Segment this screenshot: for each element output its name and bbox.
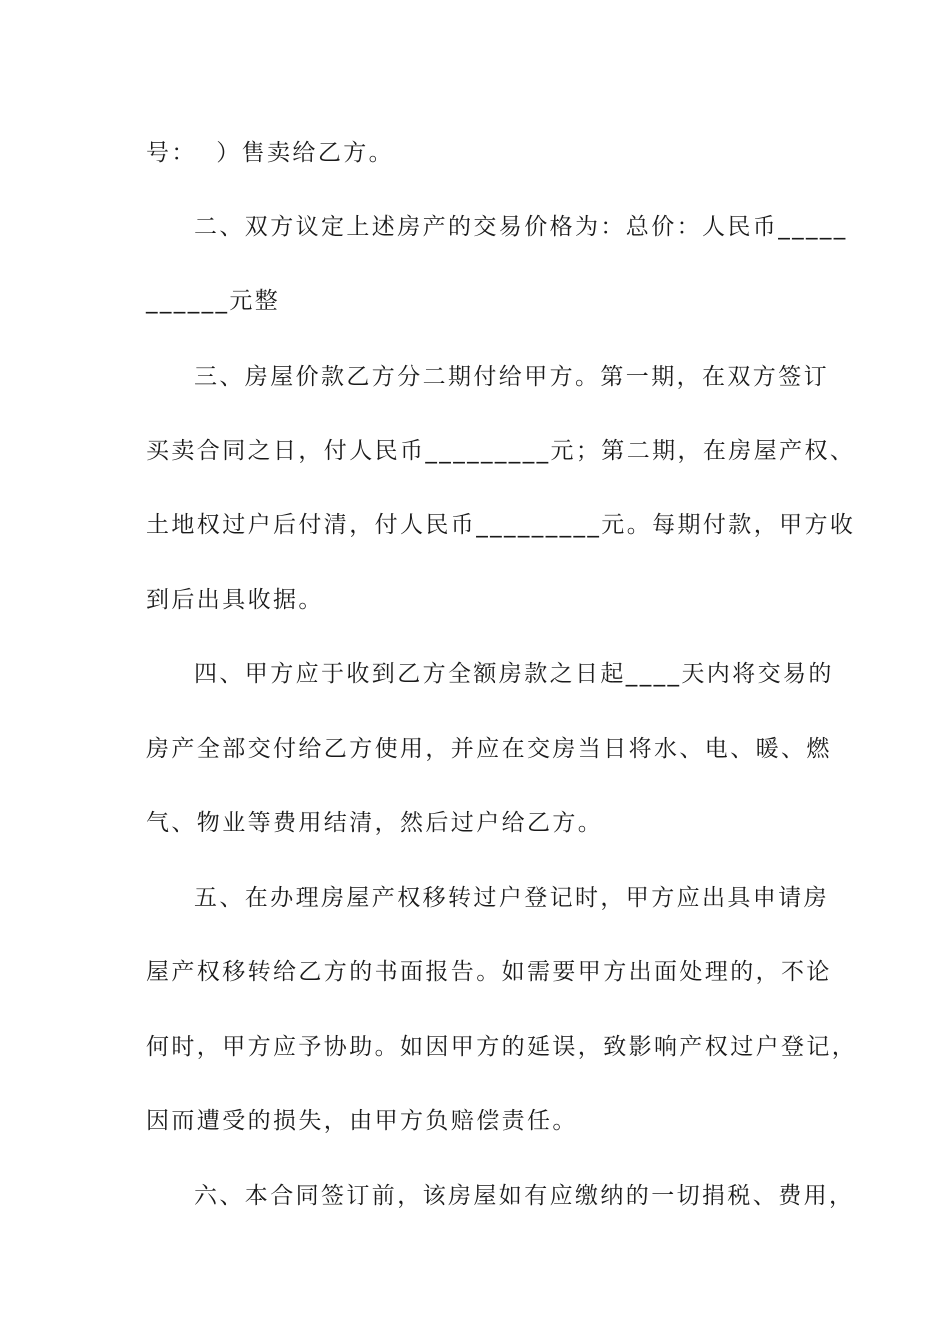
text-line: 号： ）售卖给乙方。 — [146, 140, 395, 166]
text-line: 因而遭受的损失，由甲方负赔偿责任。 — [146, 1108, 578, 1134]
text-line: 三、房屋价款乙方分二期付给甲方。第一期，在双方签订 — [194, 364, 829, 390]
text-line: 房产全部交付给乙方使用，并应在交房当日将水、电、暖、燃 — [146, 736, 832, 762]
text-line: 土地权过户后付清，付人民币_________元。每期付款，甲方收 — [146, 512, 856, 538]
text-line: 屋产权移转给乙方的书面报告。如需要甲方出面处理的，不论 — [146, 959, 832, 985]
text-line: 六、本合同签订前，该房屋如有应缴纳的一切捐税、费用， — [194, 1183, 855, 1209]
text-line: 买卖合同之日，付人民币_________元；第二期，在房屋产权、 — [146, 438, 856, 464]
text-line: 到后出具收据。 — [146, 587, 324, 613]
text-line: 气、物业等费用结清，然后过户给乙方。 — [146, 810, 604, 836]
text-line: 何时，甲方应予协助。如因甲方的延误，致影响产权过户登记， — [146, 1034, 858, 1060]
text-line: ______元整 — [146, 288, 281, 314]
text-line: 五、在办理房屋产权移转过户登记时，甲方应出具申请房 — [194, 885, 829, 911]
text-line: 四、甲方应于收到乙方全额房款之日起____天内将交易的 — [194, 661, 834, 687]
text-line: 二、双方议定上述房产的交易价格为：总价：人民币_____ — [194, 214, 848, 240]
